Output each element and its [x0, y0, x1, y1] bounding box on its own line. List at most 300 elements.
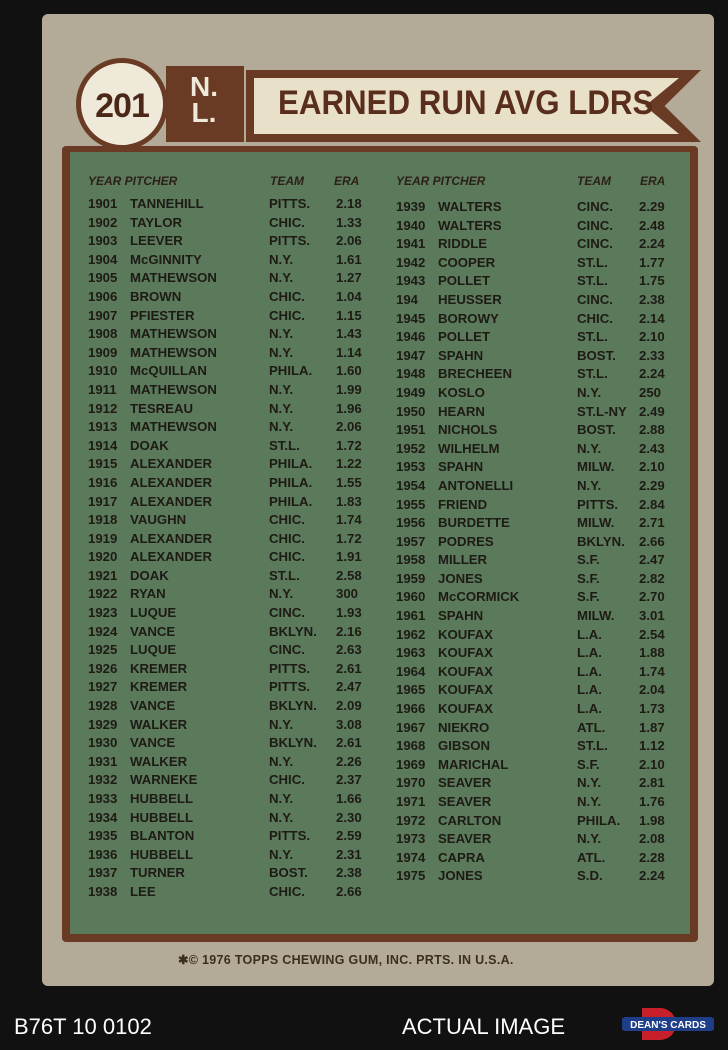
- leader-era: 2.09: [336, 698, 362, 714]
- leader-year: 1943: [396, 273, 426, 289]
- leader-era: 1.83: [336, 493, 362, 509]
- leader-team: L.A.: [577, 682, 602, 698]
- leader-row: [396, 720, 686, 739]
- leader-team: N.Y.: [269, 716, 294, 732]
- leader-year: 1931: [88, 753, 118, 769]
- leader-year: 1909: [88, 344, 118, 360]
- leader-pitcher: BRECHEEN: [438, 366, 513, 382]
- leader-year: 1956: [396, 515, 426, 531]
- leader-year: 1934: [88, 809, 118, 825]
- leader-pitcher: SEAVER: [438, 794, 492, 809]
- leader-year: 1949: [396, 384, 426, 400]
- leader-year: 1905: [88, 270, 118, 286]
- leader-pitcher: MATHEWSON: [130, 344, 217, 360]
- leader-pitcher: KREMER: [130, 679, 188, 695]
- leader-year: 1975: [396, 868, 426, 884]
- leader-team: N.Y.: [269, 791, 294, 806]
- leader-team: CHIC.: [577, 310, 613, 326]
- leader-row: [88, 438, 378, 457]
- leader-team: BKLYN.: [269, 698, 317, 714]
- leader-year: 1927: [88, 679, 118, 695]
- leader-year: 1902: [88, 214, 118, 230]
- leader-row: [396, 813, 686, 832]
- leader-era: 1.43: [336, 326, 362, 342]
- leader-team: CHIC.: [269, 772, 305, 788]
- leader-pitcher: NIEKRO: [438, 719, 490, 735]
- leader-row: [88, 270, 378, 289]
- leader-era: 2.14: [639, 310, 665, 326]
- leader-year: 1968: [396, 738, 426, 754]
- header-team-right: TEAM: [577, 174, 611, 188]
- leader-row: [396, 478, 686, 497]
- leader-team: S.F.: [577, 589, 600, 605]
- leader-pitcher: MARICHAL: [438, 756, 509, 772]
- leader-team: BOST.: [577, 422, 616, 438]
- leader-team: L.A.: [577, 626, 602, 642]
- leader-team: CINC.: [269, 642, 305, 658]
- leader-row: [396, 236, 686, 255]
- leader-team: N.Y.: [269, 400, 294, 416]
- leader-year: 1974: [396, 849, 426, 865]
- leader-pitcher: SPAHN: [438, 347, 484, 363]
- leader-team: MILW.: [577, 459, 615, 475]
- leader-row: [396, 348, 686, 367]
- leader-row: [88, 456, 378, 475]
- leader-year: 1907: [88, 307, 118, 323]
- leader-row: [396, 775, 686, 794]
- leader-pitcher: McGINNITY: [130, 251, 202, 267]
- leader-year: 1916: [88, 474, 118, 490]
- leader-pitcher: KOSLO: [438, 384, 485, 400]
- leader-pitcher: ALEXANDER: [130, 549, 213, 565]
- leader-pitcher: TURNER: [130, 865, 185, 881]
- leader-year: 1928: [88, 698, 118, 714]
- leader-team: N.Y.: [269, 809, 294, 825]
- leader-row: [88, 289, 378, 308]
- leader-row: [396, 794, 686, 813]
- leader-team: CHIC.: [269, 512, 305, 528]
- leader-team: S.F.: [577, 552, 600, 568]
- leader-era: 3.08: [336, 716, 362, 732]
- leader-row: [396, 534, 686, 553]
- leader-year: 1965: [396, 682, 426, 698]
- leader-year: 1966: [396, 701, 426, 717]
- leader-year: 1924: [88, 623, 118, 639]
- leader-era: 1.98: [639, 812, 665, 828]
- leader-row: [396, 366, 686, 385]
- leader-team: PHILA.: [577, 812, 621, 828]
- leader-row: [88, 698, 378, 717]
- leader-pitcher: LEE: [130, 883, 156, 899]
- leader-era: 1.72: [336, 437, 362, 453]
- leader-team: CHIC.: [269, 214, 305, 230]
- leader-year: 1963: [396, 645, 426, 661]
- leader-team: N.Y.: [577, 384, 602, 400]
- leader-year: 1932: [88, 772, 118, 788]
- leader-era: 2.10: [639, 459, 665, 475]
- leader-pitcher: COOPER: [438, 254, 496, 270]
- leader-year: 1946: [396, 329, 426, 345]
- leader-row: [396, 589, 686, 608]
- leader-row: [88, 345, 378, 364]
- leader-era: 1.04: [336, 288, 362, 304]
- leader-pitcher: KOUFAX: [438, 663, 493, 679]
- leader-pitcher: KOUFAX: [438, 645, 493, 661]
- leader-team: CINC.: [577, 291, 613, 307]
- leader-pitcher: VANCE: [130, 698, 176, 714]
- leader-era: 2.43: [639, 440, 665, 456]
- leader-pitcher: CAPRA: [438, 849, 485, 865]
- leader-team: PITTS.: [269, 679, 311, 695]
- leader-year: 1967: [396, 719, 426, 735]
- leader-era: 1.61: [336, 251, 362, 267]
- leader-era: 2.31: [336, 846, 362, 862]
- header-team-left: TEAM: [270, 174, 304, 188]
- leader-era: 1.72: [336, 530, 362, 546]
- leader-row: [88, 847, 378, 866]
- leader-row: [396, 608, 686, 627]
- leader-era: 2.66: [336, 883, 362, 899]
- leader-row: [396, 441, 686, 460]
- leader-team: BKLYN.: [269, 623, 317, 639]
- leader-team: N.Y.: [577, 477, 602, 493]
- leader-row: [396, 255, 686, 274]
- leader-team: PITTS.: [269, 660, 311, 676]
- leader-era: 2.10: [639, 329, 665, 345]
- leader-pitcher: BLANTON: [130, 828, 195, 844]
- leader-year: 1904: [88, 251, 118, 267]
- leader-pitcher: SEAVER: [438, 831, 492, 847]
- leader-pitcher: ANTONELLI: [438, 477, 514, 493]
- leader-era: 3.01: [639, 608, 665, 624]
- leader-team: CINC.: [577, 217, 613, 233]
- leader-year: 1969: [396, 756, 426, 772]
- leader-pitcher: WALTERS: [438, 217, 502, 233]
- leader-pitcher: TANNEHILL: [130, 196, 204, 211]
- leader-pitcher: VANCE: [130, 623, 176, 639]
- leader-row: [88, 308, 378, 327]
- leader-year: 1960: [396, 589, 426, 605]
- leader-era: 2.61: [336, 660, 362, 676]
- leader-year: 1910: [88, 363, 118, 379]
- leader-pitcher: ALEXANDER: [130, 530, 213, 546]
- leader-year: 1926: [88, 660, 118, 676]
- leader-row: [396, 292, 686, 311]
- leader-team: CINC.: [577, 236, 613, 252]
- leader-era: 2.88: [639, 422, 665, 438]
- leader-team: N.Y.: [269, 586, 294, 602]
- baseball-icon: [76, 58, 168, 150]
- leader-era: 2.81: [639, 775, 665, 791]
- leader-pitcher: JONES: [438, 570, 483, 586]
- leader-team: PITTS.: [269, 828, 311, 844]
- leader-era: 2.06: [336, 233, 362, 249]
- leader-pitcher: DOAK: [130, 437, 169, 453]
- leader-row: [88, 531, 378, 550]
- leader-team: CHIC.: [269, 288, 305, 304]
- leader-pitcher: WALTERS: [438, 199, 502, 214]
- header-era-right: ERA: [640, 174, 666, 188]
- leader-year: 1950: [396, 403, 426, 419]
- leader-pitcher: RIDDLE: [438, 236, 488, 252]
- leader-era: 1.73: [639, 701, 665, 717]
- leader-era: 1.60: [336, 363, 362, 379]
- leader-year: 1920: [88, 549, 118, 565]
- leader-era: 1.15: [336, 307, 362, 323]
- leader-year: 1915: [88, 456, 118, 472]
- leader-era: 1.55: [336, 474, 362, 490]
- leader-year: 1942: [396, 254, 426, 270]
- leader-year: 1908: [88, 326, 118, 342]
- leader-pitcher: ALEXANDER: [130, 493, 213, 509]
- leader-team: CINC.: [269, 605, 305, 621]
- leader-team: PHILA.: [269, 363, 313, 379]
- leader-era: 2.06: [336, 419, 362, 435]
- league-letter-l: L.: [191, 97, 217, 128]
- leader-year: 1911: [88, 381, 117, 397]
- leader-era: 2.71: [639, 515, 665, 531]
- leader-era: 2.04: [639, 682, 665, 698]
- leader-year: 1957: [396, 533, 426, 549]
- leader-row: [396, 738, 686, 757]
- leader-row: [396, 552, 686, 571]
- leader-pitcher: SPAHN: [438, 459, 484, 475]
- leader-era: 2.61: [336, 735, 362, 751]
- leader-pitcher: MATHEWSON: [130, 381, 217, 397]
- leader-era: 1.99: [336, 381, 362, 397]
- leader-era: 2.24: [639, 236, 665, 252]
- leader-row: [88, 419, 378, 438]
- leader-era: 2.10: [639, 756, 665, 772]
- leader-pitcher: KREMER: [130, 660, 188, 676]
- leader-team: BKLYN.: [269, 735, 317, 751]
- leader-year: 1972: [396, 812, 426, 828]
- league-letter-n: N.: [190, 71, 218, 102]
- leader-era: 2.37: [336, 772, 362, 788]
- leader-year: 1930: [88, 735, 118, 751]
- leader-era: 2.54: [639, 626, 665, 642]
- leader-row: [88, 624, 378, 643]
- leader-row: [88, 772, 378, 791]
- leader-pitcher: BURDETTE: [438, 515, 510, 531]
- header-year-pitcher-left: YEAR PITCHER: [88, 174, 178, 188]
- leader-year: 1953: [396, 459, 426, 475]
- leader-team: ST.L.: [577, 366, 608, 382]
- leader-row: [396, 515, 686, 534]
- leader-team: PHILA.: [269, 474, 313, 490]
- leader-pitcher: POLLET: [438, 329, 491, 345]
- leader-team: ST.L.: [577, 273, 608, 289]
- league-label: [176, 71, 232, 136]
- leader-year: 1951: [396, 422, 426, 438]
- leader-era: 300: [336, 586, 359, 602]
- leaders-list-right: [396, 199, 686, 887]
- leader-row: [396, 385, 686, 404]
- leader-row: [88, 475, 378, 494]
- leader-year: 1948: [396, 366, 426, 382]
- leader-year: 1936: [88, 846, 118, 862]
- leader-team: N.Y.: [269, 326, 294, 342]
- leader-pitcher: GIBSON: [438, 738, 491, 754]
- leader-row: [88, 233, 378, 252]
- leader-row: [88, 549, 378, 568]
- leader-row: [88, 865, 378, 884]
- leader-team: CINC.: [577, 199, 613, 214]
- leader-row: [396, 422, 686, 441]
- leader-pitcher: HUBBELL: [130, 809, 194, 825]
- leader-era: 2.26: [336, 753, 362, 769]
- leader-team: CHIC.: [269, 307, 305, 323]
- leader-pitcher: KOUFAX: [438, 701, 493, 717]
- leader-year: 1906: [88, 288, 118, 304]
- leader-pitcher: HUBBELL: [130, 846, 194, 862]
- leader-year: 1954: [396, 477, 426, 493]
- leader-pitcher: HEUSSER: [438, 291, 502, 307]
- leader-pitcher: JONES: [438, 868, 483, 884]
- leader-team: L.A.: [577, 663, 602, 679]
- leader-pitcher: FRIEND: [438, 496, 488, 512]
- leader-row: [88, 884, 378, 903]
- leader-pitcher: BROWN: [130, 288, 182, 304]
- leader-era: 2.66: [639, 533, 665, 549]
- leader-pitcher: HEARN: [438, 403, 485, 419]
- leader-year: 1925: [88, 642, 118, 658]
- leader-team: CHIC.: [269, 530, 305, 546]
- leader-era: 2.82: [639, 570, 665, 586]
- leader-row: [396, 459, 686, 478]
- leader-row: [88, 642, 378, 661]
- leader-team: N.Y.: [269, 270, 294, 286]
- leader-year: 1919: [88, 530, 118, 546]
- leader-pitcher: McCORMICK: [438, 589, 520, 605]
- leader-row: [396, 571, 686, 590]
- leader-row: [88, 605, 378, 624]
- leader-team: L.A.: [577, 701, 602, 717]
- leader-era: 1.77: [639, 254, 665, 270]
- leader-era: 2.29: [639, 477, 665, 493]
- leader-era: 2.48: [639, 217, 665, 233]
- leader-era: 1.27: [336, 270, 362, 286]
- leader-row: [396, 664, 686, 683]
- leader-row: [396, 199, 686, 218]
- leader-era: 1.87: [639, 719, 665, 735]
- leader-team: BKLYN.: [577, 533, 625, 549]
- leader-team: S.F.: [577, 756, 600, 772]
- leader-era: 1.88: [639, 645, 665, 661]
- leader-era: 1.91: [336, 549, 362, 565]
- leader-year: 1933: [88, 791, 118, 806]
- leader-year: 1901: [88, 196, 118, 211]
- leader-era: 2.24: [639, 868, 665, 884]
- leader-era: 1.96: [336, 400, 362, 416]
- leader-pitcher: PFIESTER: [130, 307, 195, 323]
- leader-row: [396, 868, 686, 887]
- leader-row: [396, 497, 686, 516]
- leader-era: 2.58: [336, 567, 362, 583]
- leader-pitcher: DOAK: [130, 567, 169, 583]
- leader-pitcher: BOROWY: [438, 310, 499, 326]
- leader-pitcher: MATHEWSON: [130, 270, 217, 286]
- leader-row: [88, 810, 378, 829]
- leader-team: N.Y.: [269, 381, 294, 397]
- leader-team: PITTS.: [269, 233, 311, 249]
- leader-row: [88, 661, 378, 680]
- leader-row: [396, 701, 686, 720]
- leader-row: [88, 586, 378, 605]
- leader-year: 1917: [88, 493, 118, 509]
- leader-pitcher: ALEXANDER: [130, 456, 213, 472]
- leader-team: ATL.: [577, 719, 606, 735]
- leader-team: N.Y.: [269, 753, 294, 769]
- leader-year: 1935: [88, 828, 118, 844]
- leader-row: [88, 252, 378, 271]
- leader-pitcher: CARLTON: [438, 812, 502, 828]
- leader-pitcher: LUQUE: [130, 642, 177, 658]
- leader-pitcher: WARNEKE: [130, 772, 198, 788]
- leader-pitcher: VAUGHN: [130, 512, 187, 528]
- leader-year: 1938: [88, 883, 118, 899]
- leader-era: 1.66: [336, 791, 362, 806]
- leader-pitcher: POLLET: [438, 273, 491, 289]
- leader-row: [88, 494, 378, 513]
- leader-year: 1922: [88, 586, 118, 602]
- leader-era: 1.12: [639, 738, 665, 754]
- leader-era: 2.47: [639, 552, 665, 568]
- leader-row: [88, 401, 378, 420]
- leader-pitcher: HUBBELL: [130, 791, 194, 806]
- leader-row: [396, 645, 686, 664]
- leader-era: 250: [639, 384, 662, 400]
- leader-team: MILW.: [577, 515, 615, 531]
- leader-year: 1961: [396, 608, 426, 624]
- leader-team: N.Y.: [269, 846, 294, 862]
- leader-row: [396, 757, 686, 776]
- leader-pitcher: PODRES: [438, 533, 494, 549]
- leader-year: 1959: [396, 570, 426, 586]
- leader-row: [396, 218, 686, 237]
- leader-pitcher: KOUFAX: [438, 682, 493, 698]
- leader-year: 1958: [396, 552, 426, 568]
- leader-pitcher: WALKER: [130, 716, 188, 732]
- leader-row: [396, 850, 686, 869]
- leader-era: 2.30: [336, 809, 362, 825]
- leader-era: 2.08: [639, 831, 665, 847]
- leader-era: 1.76: [639, 794, 665, 809]
- leader-year: 1971: [396, 794, 426, 809]
- leader-era: 1.14: [336, 344, 362, 360]
- card-title: EARNED RUN AVG LDRS: [278, 84, 654, 122]
- leader-year: 1918: [88, 512, 118, 528]
- leader-team: ST.L.: [577, 254, 608, 270]
- leader-team: PHILA.: [269, 493, 313, 509]
- leader-year: 1914: [88, 437, 118, 453]
- leader-pitcher: McQUILLAN: [130, 363, 207, 379]
- leader-year: 1923: [88, 605, 118, 621]
- leader-year: 1955: [396, 496, 426, 512]
- leader-year: 1903: [88, 233, 118, 249]
- deans-cards-logo: [620, 1006, 716, 1042]
- leader-team: CHIC.: [269, 883, 305, 899]
- leader-team: N.Y.: [577, 831, 602, 847]
- leader-year: 1912: [88, 400, 118, 416]
- leader-era: 2.28: [639, 849, 665, 865]
- leader-pitcher: MATHEWSON: [130, 326, 217, 342]
- leader-era: 2.33: [639, 347, 665, 363]
- leader-team: N.Y.: [577, 794, 602, 809]
- leader-era: 1.75: [639, 273, 665, 289]
- leader-era: 2.38: [639, 291, 665, 307]
- leader-team: PHILA.: [269, 456, 313, 472]
